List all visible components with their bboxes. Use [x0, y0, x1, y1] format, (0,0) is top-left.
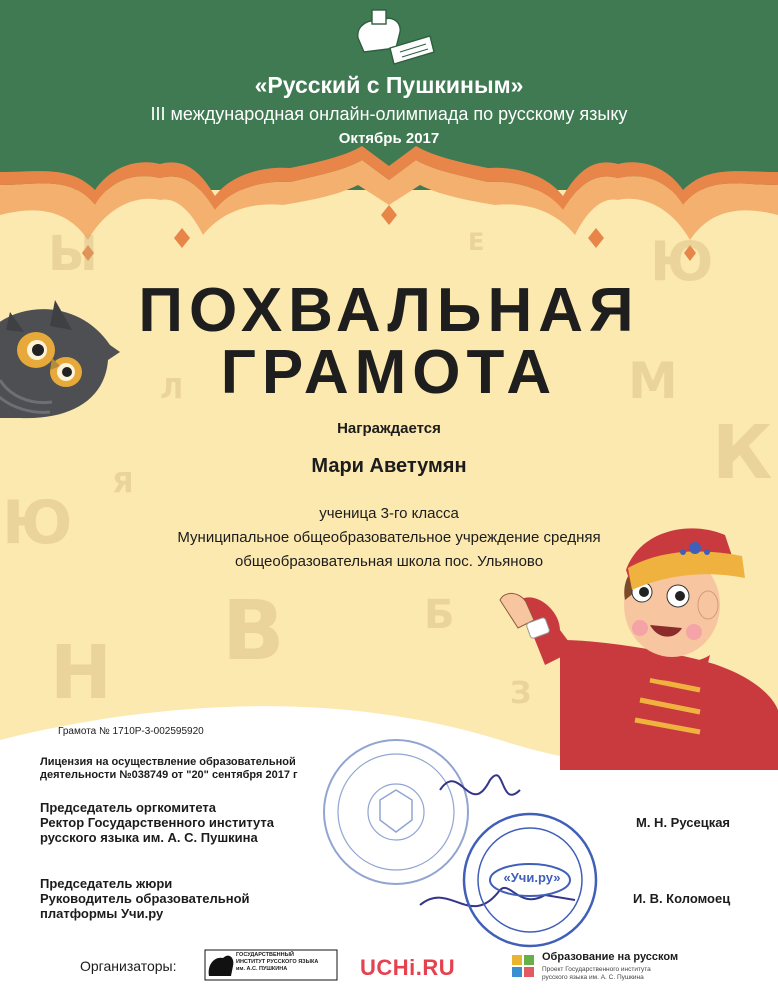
recipient-name: Мари Аветумян	[311, 455, 467, 477]
chair-org-position: Ректор Государственного института	[40, 815, 275, 830]
pushkin-institute-name	[236, 952, 336, 973]
certificate-number: Грамота № 1710Р-3-002595920	[58, 726, 204, 737]
chair-org-name: М. Н. Русецкая	[636, 815, 731, 830]
pushkin-institute-line2: ИНСТИТУТ РУССКОГО ЯЗЫКА	[236, 959, 319, 965]
decor-letter: Л	[160, 372, 184, 405]
pushkin-institute-line1: ГОСУДАРСТВЕННЫЙ	[236, 952, 294, 958]
license-line2: деятельности №038749 от "20" сентября 2017 г	[40, 769, 298, 781]
chair-jury-name: И. В. Коломоец	[633, 891, 731, 906]
decor-letter: Ю	[650, 230, 714, 293]
decor-letter: З	[510, 676, 532, 711]
pushkin-institute-line3: им. А.С. ПУШКИНА	[236, 966, 288, 972]
decor-letter: К	[712, 410, 773, 496]
education-russian-title: Образование на русском	[542, 951, 679, 963]
chair-jury-platform: платформы Учи.ру	[40, 906, 164, 921]
school-name-line1: Муниципальное общеобразовательное учреждение средняя	[177, 529, 601, 546]
decor-letter: Ю	[2, 488, 73, 558]
uchi-stamp-text: «Учи.ру»	[503, 870, 561, 885]
uchi-ru-logo: UCHi.RU	[360, 955, 456, 980]
school-name-line2: общеобразовательная школа пос. Ульяново	[234, 553, 544, 570]
license-line1: Лицензия на осуществление образовательной	[40, 756, 296, 768]
olympiad-title: «Русский с Пушкиным»	[254, 72, 524, 98]
olympiad-date: Октябрь 2017	[338, 130, 440, 147]
chair-org-title: Председатель оргкомитета	[40, 800, 217, 815]
decor-letter: Ы	[48, 226, 98, 282]
decor-letter: Я	[112, 466, 134, 499]
education-russian-subtitle1: Проект Государственного института	[542, 966, 651, 973]
decor-letter: Б	[424, 592, 455, 638]
decor-letter: М	[628, 352, 678, 410]
student-info: ученица 3-го класса	[319, 505, 459, 522]
awarded-label: Награждается	[337, 420, 441, 437]
decor-letter: Е	[468, 228, 485, 256]
organizers-label: Организаторы:	[80, 958, 177, 974]
certificate-title-line2: ГРАМОТА	[220, 338, 558, 407]
olympiad-subtitle: III международная онлайн-олимпиада по русскому языку	[150, 104, 628, 124]
decor-letter: В	[222, 584, 285, 679]
education-russian-subtitle2: русского языка им. А. С. Пушкина	[542, 974, 644, 981]
chair-jury-title: Председатель жюри	[40, 876, 173, 891]
decor-letter: Н	[50, 630, 112, 716]
certificate-title-line1: ПОХВАЛЬНАЯ	[138, 276, 640, 345]
chair-jury-position: Руководитель образовательной	[40, 891, 250, 906]
chair-org-institution: русского языка им. А. С. Пушкина	[40, 830, 258, 845]
